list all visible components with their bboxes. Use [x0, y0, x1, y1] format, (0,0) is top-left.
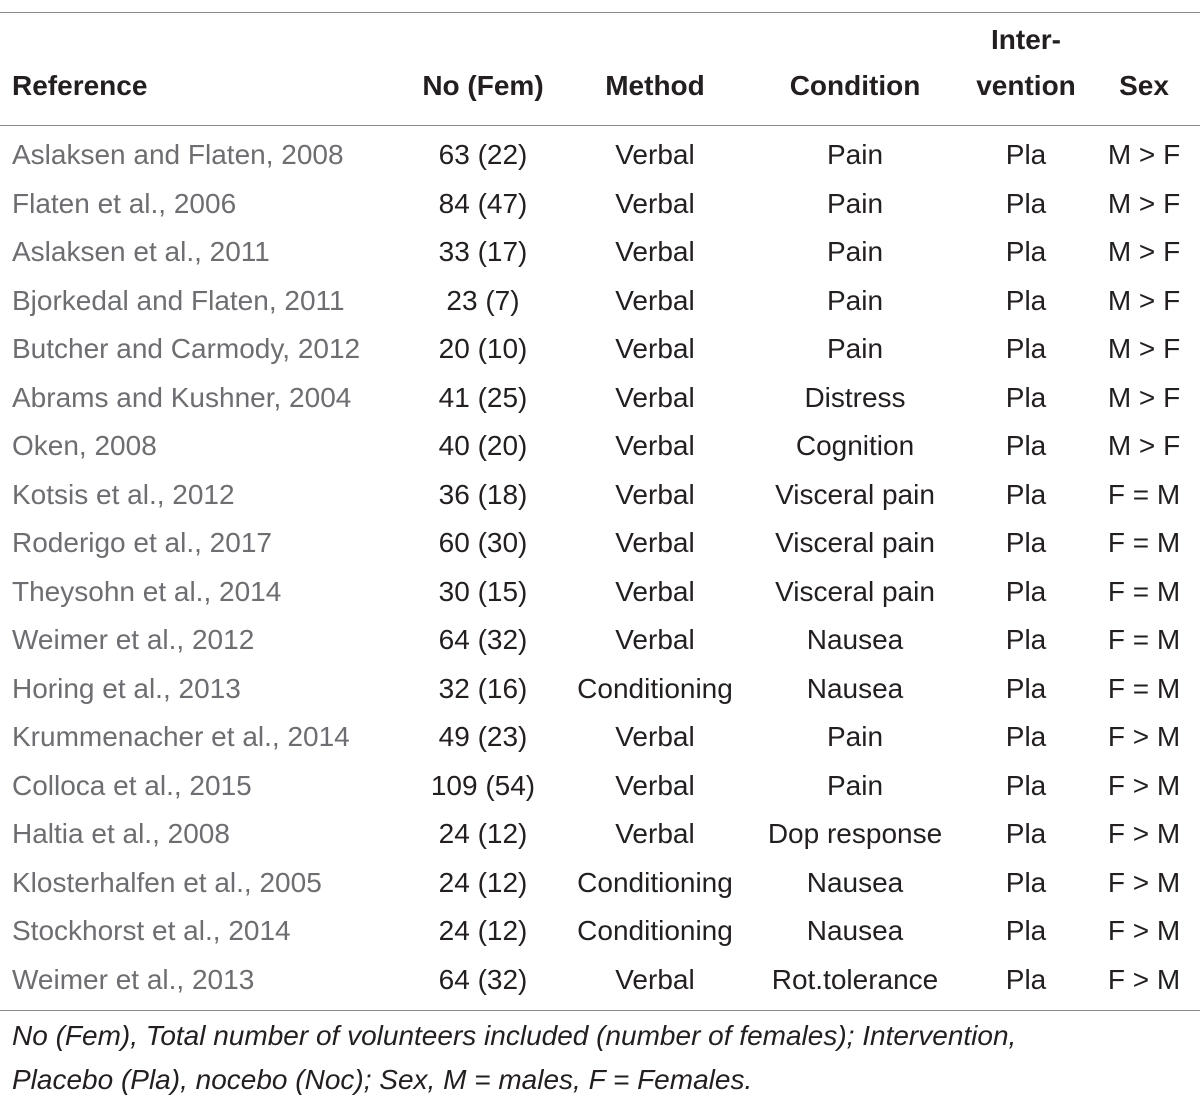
table-row: [0, 471, 1200, 520]
cell-method: Verbal: [615, 187, 695, 219]
cell-sex: M > F: [1107, 139, 1181, 171]
cell-intervention: Pla: [1005, 672, 1047, 704]
cell-no-fem: 24 (12): [438, 866, 528, 898]
cell-sex: F = M: [1107, 575, 1181, 607]
cell-reference: Bjorkedal and Flaten, 2011: [12, 284, 345, 316]
cell-condition: Pain: [826, 721, 884, 753]
cell-sex: M > F: [1107, 381, 1181, 413]
cell-no-fem: 40 (20): [438, 430, 528, 462]
header-condition: Condition: [789, 70, 921, 101]
header-no-fem: No (Fem): [422, 70, 544, 101]
cell-intervention: Pla: [1005, 430, 1047, 462]
cell-method: Verbal: [615, 284, 695, 316]
cell-reference: Aslaksen and Flaten, 2008: [12, 139, 344, 171]
cell-no-fem: 41 (25): [438, 381, 528, 413]
cell-intervention: Pla: [1005, 187, 1047, 219]
cell-reference: Weimer et al., 2012: [12, 624, 255, 656]
cell-sex: F > M: [1107, 769, 1181, 801]
cell-reference: Theysohn et al., 2014: [12, 575, 282, 607]
cell-intervention: Pla: [1005, 284, 1047, 316]
table-row: [0, 665, 1200, 714]
cell-method: Verbal: [615, 139, 695, 171]
cell-sex: F = M: [1107, 672, 1181, 704]
cell-method: Verbal: [615, 963, 695, 995]
cell-reference: Weimer et al., 2013: [12, 963, 255, 995]
cell-no-fem: 84 (47): [438, 187, 528, 219]
cell-condition: Cognition: [795, 430, 915, 462]
cell-reference: Colloca et al., 2015: [12, 769, 252, 801]
cell-no-fem: 60 (30): [438, 527, 528, 559]
cell-method: Verbal: [615, 721, 695, 753]
header-row: [0, 13, 1200, 125]
cell-sex: F = M: [1107, 478, 1181, 510]
cell-method: Verbal: [615, 478, 695, 510]
cell-intervention: Pla: [1005, 769, 1047, 801]
cell-intervention: Pla: [1005, 624, 1047, 656]
table-row: [0, 422, 1200, 471]
cell-no-fem: 64 (32): [438, 963, 528, 995]
cell-method: Verbal: [615, 818, 695, 850]
table-row: [0, 519, 1200, 568]
cell-method: Verbal: [615, 430, 695, 462]
cell-condition: Pain: [826, 187, 884, 219]
cell-condition: Distress: [804, 381, 906, 413]
cell-condition: Pain: [826, 284, 884, 316]
table-row: [0, 859, 1200, 908]
cell-sex: M > F: [1107, 333, 1181, 365]
cell-method: Conditioning: [577, 672, 733, 704]
cell-intervention: Pla: [1005, 236, 1047, 268]
table-row: [0, 810, 1200, 859]
header-method: Method: [605, 70, 705, 101]
header-intervention-line2: vention: [976, 70, 1076, 101]
cell-intervention: Pla: [1005, 139, 1047, 171]
footnote-line-2: Placebo (Pla), nocebo (Noc); Sex, M = males, F = Females.: [12, 1064, 753, 1095]
footnote-line-1: No (Fem), Total number of volunteers included (number of females); Intervention,: [12, 1020, 1017, 1051]
cell-method: Verbal: [615, 527, 695, 559]
cell-no-fem: 64 (32): [438, 624, 528, 656]
cell-reference: Roderigo et al., 2017: [12, 527, 272, 559]
cell-condition: Pain: [826, 236, 884, 268]
table-header: [0, 13, 1200, 125]
cell-intervention: Pla: [1005, 721, 1047, 753]
cell-method: Conditioning: [577, 866, 733, 898]
table-footnote: [12, 1014, 1192, 1102]
cell-sex: M > F: [1107, 430, 1181, 462]
cell-method: Verbal: [615, 333, 695, 365]
cell-sex: M > F: [1107, 284, 1181, 316]
cell-reference: Haltia et al., 2008: [12, 818, 230, 850]
cell-intervention: Pla: [1005, 381, 1047, 413]
cell-reference: Abrams and Kushner, 2004: [12, 381, 352, 413]
cell-condition: Nausea: [806, 672, 904, 704]
table-row: [0, 616, 1200, 665]
table-row: [0, 956, 1200, 1005]
cell-reference: Oken, 2008: [12, 430, 157, 462]
cell-method: Conditioning: [577, 915, 733, 947]
table-row: [0, 277, 1200, 326]
cell-condition: Pain: [826, 333, 884, 365]
cell-sex: F > M: [1107, 818, 1181, 850]
table-row: [0, 325, 1200, 374]
cell-sex: M > F: [1107, 236, 1181, 268]
cell-no-fem: 20 (10): [438, 333, 528, 365]
cell-condition: Visceral pain: [775, 575, 935, 607]
table-row: [0, 762, 1200, 811]
cell-no-fem: 23 (7): [446, 284, 520, 316]
studies-table: [0, 13, 1200, 1004]
cell-intervention: Pla: [1005, 478, 1047, 510]
cell-reference: Aslaksen et al., 2011: [12, 236, 270, 268]
cell-reference: Butcher and Carmody, 2012: [12, 333, 361, 365]
cell-no-fem: 49 (23): [438, 721, 528, 753]
table-row: [0, 180, 1200, 229]
cell-sex: F = M: [1107, 624, 1181, 656]
cell-condition: Rot.tolerance: [771, 963, 939, 995]
header-intervention-line1: Inter-: [991, 24, 1061, 55]
cell-intervention: Pla: [1005, 527, 1047, 559]
table-body: [0, 125, 1200, 1004]
table-row: [0, 125, 1200, 180]
cell-no-fem: 109 (54): [430, 769, 536, 801]
cell-no-fem: 24 (12): [438, 818, 528, 850]
cell-reference: Flaten et al., 2006: [12, 187, 237, 219]
cell-intervention: Pla: [1005, 915, 1047, 947]
cell-reference: Klosterhalfen et al., 2005: [12, 866, 322, 898]
cell-no-fem: 36 (18): [438, 478, 528, 510]
cell-method: Verbal: [615, 624, 695, 656]
cell-condition: Pain: [826, 139, 884, 171]
header-sex: Sex: [1119, 70, 1169, 101]
cell-condition: Nausea: [806, 915, 904, 947]
cell-no-fem: 33 (17): [438, 236, 528, 268]
cell-sex: F > M: [1107, 963, 1181, 995]
cell-sex: F > M: [1107, 866, 1181, 898]
cell-sex: F = M: [1107, 527, 1181, 559]
cell-reference: Kotsis et al., 2012: [12, 478, 235, 510]
cell-no-fem: 63 (22): [438, 139, 528, 171]
cell-method: Verbal: [615, 769, 695, 801]
cell-no-fem: 30 (15): [438, 575, 528, 607]
table-row: [0, 374, 1200, 423]
cell-method: Verbal: [615, 575, 695, 607]
cell-sex: M > F: [1107, 187, 1181, 219]
cell-no-fem: 24 (12): [438, 915, 528, 947]
cell-intervention: Pla: [1005, 963, 1047, 995]
cell-method: Verbal: [615, 236, 695, 268]
cell-reference: Krummenacher et al., 2014: [12, 721, 350, 753]
bottom-rule: [0, 1010, 1200, 1011]
cell-reference: Horing et al., 2013: [12, 672, 241, 704]
cell-sex: F > M: [1107, 721, 1181, 753]
cell-method: Verbal: [615, 381, 695, 413]
table-row: [0, 713, 1200, 762]
cell-intervention: Pla: [1005, 575, 1047, 607]
header-intervention: [964, 13, 1088, 125]
cell-condition: Dop response: [767, 818, 943, 850]
cell-sex: F > M: [1107, 915, 1181, 947]
table-row: [0, 228, 1200, 277]
cell-condition: Pain: [826, 769, 884, 801]
header-reference: Reference: [12, 70, 148, 101]
cell-condition: Nausea: [806, 866, 904, 898]
table-row: [0, 568, 1200, 617]
cell-condition: Nausea: [806, 624, 904, 656]
cell-intervention: Pla: [1005, 866, 1047, 898]
cell-intervention: Pla: [1005, 333, 1047, 365]
cell-no-fem: 32 (16): [438, 672, 528, 704]
cell-reference: Stockhorst et al., 2014: [12, 915, 291, 947]
table-row: [0, 907, 1200, 956]
cell-intervention: Pla: [1005, 818, 1047, 850]
cell-condition: Visceral pain: [775, 478, 935, 510]
cell-condition: Visceral pain: [775, 527, 935, 559]
